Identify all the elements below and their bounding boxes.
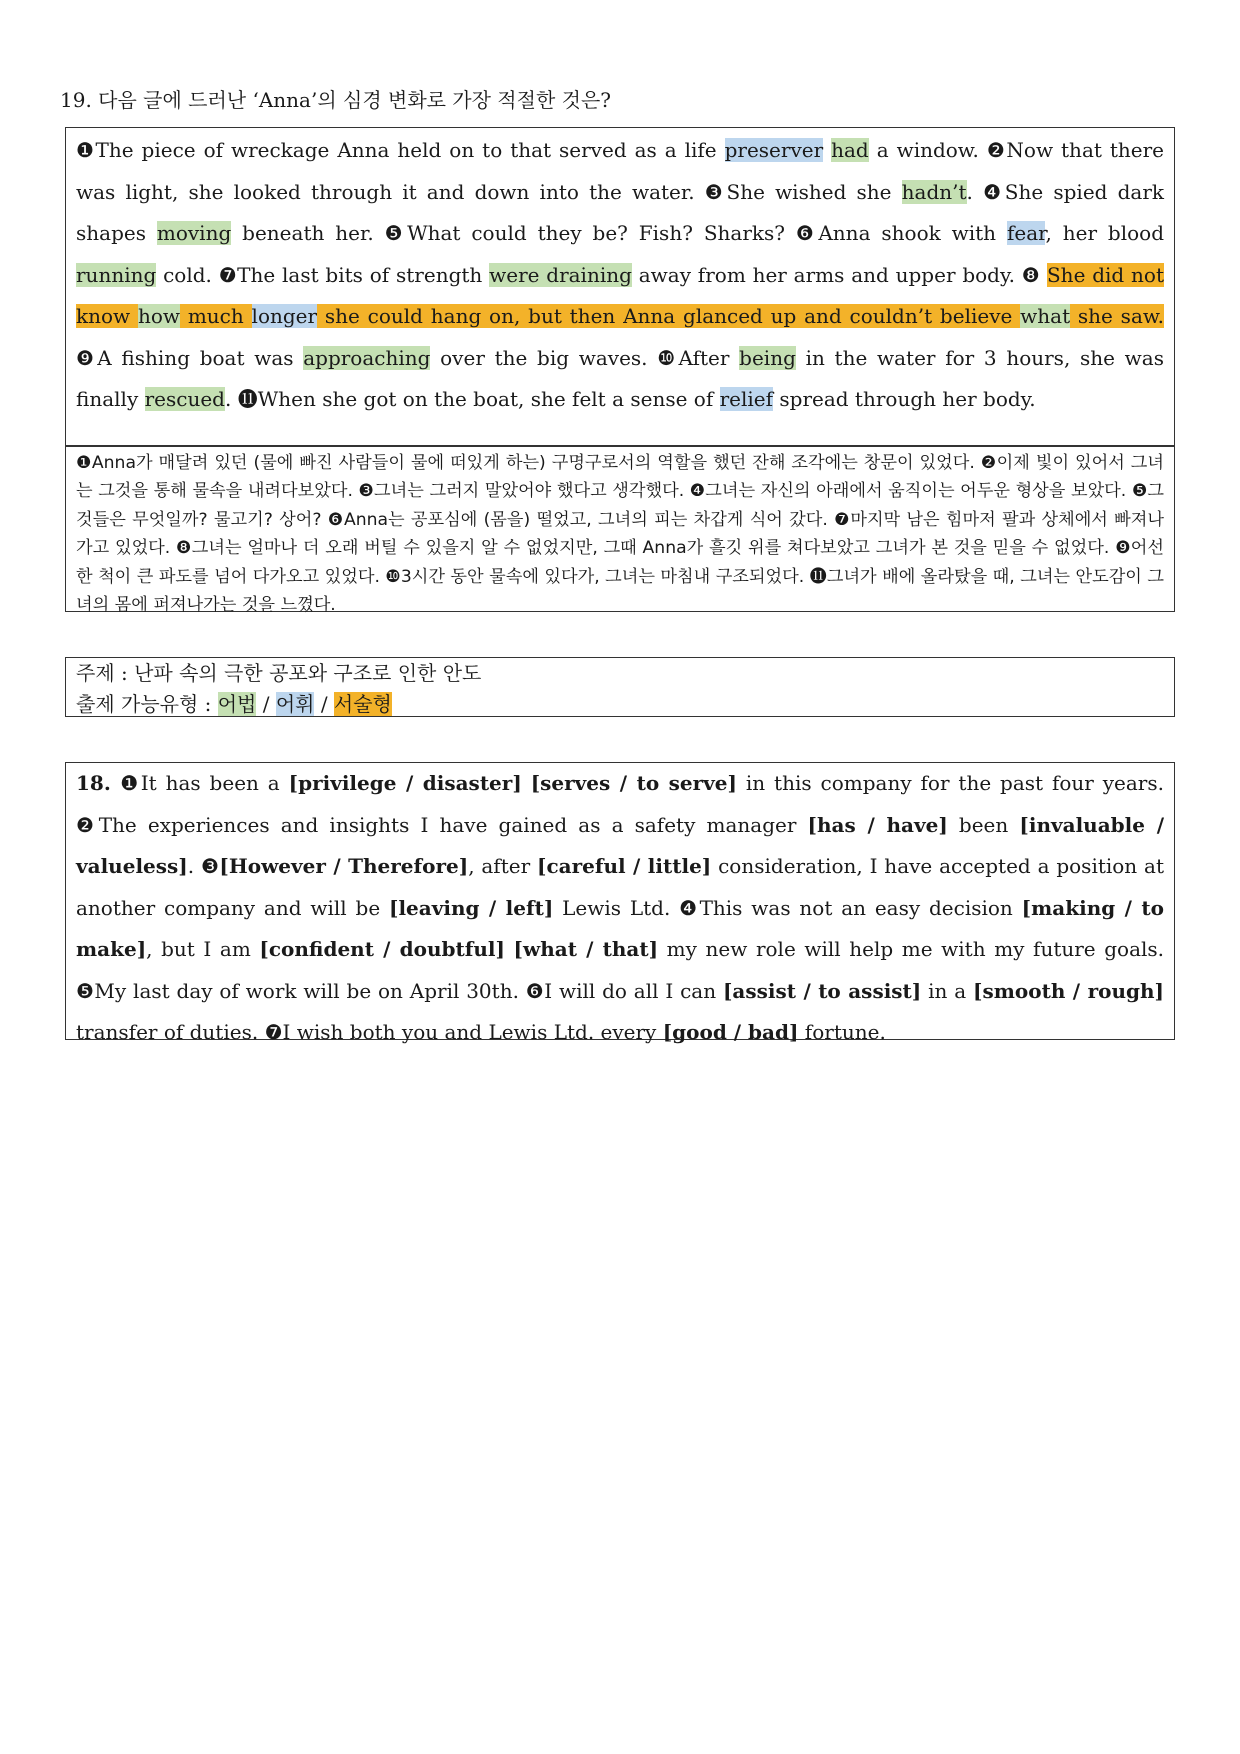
highlight-g: were draining — [489, 262, 632, 287]
text-run: My last day of work will be on April 30th. — [94, 978, 526, 1003]
type-vocab: 어휘 — [275, 692, 315, 716]
text-run: transfer of duties. — [76, 1020, 265, 1044]
highlight-g: hadn’t — [901, 179, 967, 204]
topic-box — [65, 657, 1175, 717]
choice-option: [However / Therefore] — [219, 854, 469, 878]
text-run: my new role will help me with my future goals. — [658, 937, 1165, 961]
text-run: in the water for 3 hours, she was finally — [76, 345, 1164, 411]
choice-option: [confident / doubtful] — [259, 937, 505, 961]
text-run: It has been a — [140, 771, 289, 795]
sentence-number: ❸ — [704, 179, 727, 204]
text-run: I will do all I can — [544, 978, 723, 1003]
text-run: The piece of wreckage Anna held on to that served as a life — [95, 138, 725, 162]
sentence-number: ❿ — [657, 345, 679, 370]
highlight-g: being — [739, 345, 796, 370]
text-run: . — [187, 854, 201, 878]
text-run: I wish both you and Lewis Ltd. every — [282, 1020, 663, 1044]
type-grammar: 어법 — [217, 692, 257, 716]
choice-option: [smooth / rough] — [973, 978, 1164, 1003]
text-run: beneath her. — [231, 221, 385, 245]
text-run: Anna shook with — [818, 221, 1007, 245]
sentence-number: ❻ — [795, 221, 819, 245]
sentence-number: ❶ — [120, 771, 141, 795]
highlight-g: how — [137, 304, 181, 328]
highlight-o: she could hang on, but then Anna glanced up and couldn’t believe — [317, 304, 1021, 328]
highlight-g: approaching — [303, 345, 431, 370]
types-label: 출제 가능유형 : — [76, 692, 218, 716]
text-run: She spied dark shapes — [76, 179, 1165, 245]
type-separator: / — [256, 692, 276, 716]
type-writing: 서술형 — [333, 692, 392, 716]
choice-option: [serves / to serve] — [530, 771, 737, 795]
choice-option: [what / that] — [513, 937, 659, 961]
text-run: spread through her body. — [773, 387, 1036, 411]
passage-19 — [65, 127, 1175, 446]
highlight-g: moving — [156, 221, 232, 245]
text-run: . — [966, 179, 984, 204]
topic-line: 주제 : 난파 속의 극한 공포와 구조로 인한 안도 — [76, 661, 482, 685]
sentence-number: ⓫ — [237, 387, 258, 411]
text-run — [1040, 263, 1047, 287]
choice-option: [has / have] — [807, 812, 948, 837]
text-run: , her blood — [1045, 221, 1164, 245]
sentence-number: ❽ — [1021, 262, 1041, 287]
text-run: in a — [921, 978, 974, 1003]
choice-option: [privilege / disaster] — [288, 771, 522, 795]
text-run: a window. — [868, 138, 987, 162]
text-run: away from her arms and upper body. — [631, 262, 1022, 287]
text-run: in this company for the past four years. — [736, 771, 1164, 795]
choice-option: [leaving / left] — [388, 895, 554, 920]
text-run: After — [678, 345, 740, 370]
sentence-number: ❷ — [986, 138, 1007, 162]
sentence-number: ❺ — [76, 978, 95, 1003]
text-run: been — [947, 812, 1020, 837]
sentence-number: ❺ — [384, 221, 408, 245]
highlight-g: running — [76, 262, 157, 287]
question-19-title: 19. 다음 글에 드러난 ‘Anna’의 심경 변화로 가장 적절한 것은? — [60, 88, 611, 112]
text-run: When she got on the boat, she felt a sense of — [257, 387, 720, 411]
sentence-number: ❼ — [264, 1020, 283, 1044]
highlight-g: had — [831, 138, 869, 162]
text-run: fortune. — [798, 1020, 886, 1044]
highlight-o: much — [180, 304, 252, 328]
sentence-number: ❼ — [218, 262, 238, 287]
text-run: , but I am — [146, 937, 260, 961]
choice-option: [good / bad] — [662, 1020, 799, 1044]
choice-option: 18. — [76, 771, 121, 795]
text-run: The experiences and insights I have gained as a safety manager — [98, 812, 808, 837]
text-run: Lewis Ltd. — [553, 895, 680, 920]
question-types-line — [76, 689, 1164, 720]
highlight-b: fear — [1006, 221, 1046, 245]
text-run — [505, 937, 514, 961]
text-run: . — [224, 387, 238, 411]
choice-option: [assist / to assist] — [722, 978, 922, 1003]
question-18-box — [65, 762, 1175, 1044]
type-separator: / — [314, 692, 334, 716]
text-run: A fishing boat was — [97, 345, 304, 370]
sentence-number: ❸ — [200, 854, 220, 878]
sentence-number: ❶ — [76, 138, 96, 162]
sentence-number: ❾ — [76, 345, 98, 370]
sentence-number: ❹ — [679, 895, 700, 920]
text-run: She wished she — [726, 179, 902, 204]
text-run — [823, 138, 831, 162]
text-run: consideration, I have accepted a position at another company and will be — [76, 854, 1164, 920]
text-run — [522, 771, 531, 795]
highlight-g: rescued — [144, 387, 225, 411]
highlight-g: what — [1020, 304, 1071, 328]
sentence-number: ❹ — [983, 179, 1005, 204]
text-run: Now that there was light, she looked through it and down into the water. — [76, 138, 1165, 204]
text-run: over the big waves. — [430, 345, 658, 370]
highlight-o: she saw. — [1070, 304, 1164, 328]
sentence-number: ❷ — [76, 812, 99, 837]
translation-19: ❶Anna가 매달려 있던 (물에 빠진 사람들이 물에 떠있게 하는) 구명구로서의 역할을 했던 잔해 조각에는 창문이 있었다. ❷이제 빛이 있어서 그녀는 그것을 통해 물속을 내려다보았다. ❸그녀는 그러지 말았어야 했다고 생각했다. ❹그녀는 자신의 아래에서 움직이는 어두운 형상을 보았다. ❺그것들은 무엇일까? 물고기? 상어? ❻Anna는 공포심에 (몸을) 떨었고, 그녀의 피는 차갑게 식어 갔다. ❼마지막 남은 힘마저 팔과 상체에서 빠져나가고 있었다. ❽그녀는 얼마나 더 오래 버틸 수 있을지 알 수 없었지만, 그때 Anna가 흘깃 위를 쳐다보았고 그녀가 본 것을 믿을 수 없었다. ❾어선 한 척이 큰 파도를 넘어 다가오고 있었다. ❿3시간 동안 물속에 있다가, 그녀는 마침내 구조되었다. ⓫그녀가 배에 올라탔을 때, 그녀는 안도감이 그녀의 몸에 퍼져나가는 것을 느꼈다. — [65, 446, 1175, 612]
highlight-b: longer — [251, 304, 318, 328]
text-run: The last bits of strength — [237, 262, 490, 287]
text-run: What could they be? Fish? Sharks? — [407, 221, 796, 245]
choice-option: [invaluable / valueless] — [76, 812, 1165, 878]
choice-option: [making / to make] — [76, 895, 1164, 961]
text-run: , after — [468, 854, 537, 878]
text-run: This was not an easy decision — [699, 895, 1022, 920]
highlight-b: preserver — [724, 138, 824, 162]
text-run: cold. — [156, 262, 219, 287]
sentence-number: ❻ — [525, 978, 545, 1003]
choice-option: [careful / little] — [537, 854, 712, 878]
highlight-o: She did not know — [76, 262, 1164, 328]
highlight-b: relief — [719, 387, 774, 411]
